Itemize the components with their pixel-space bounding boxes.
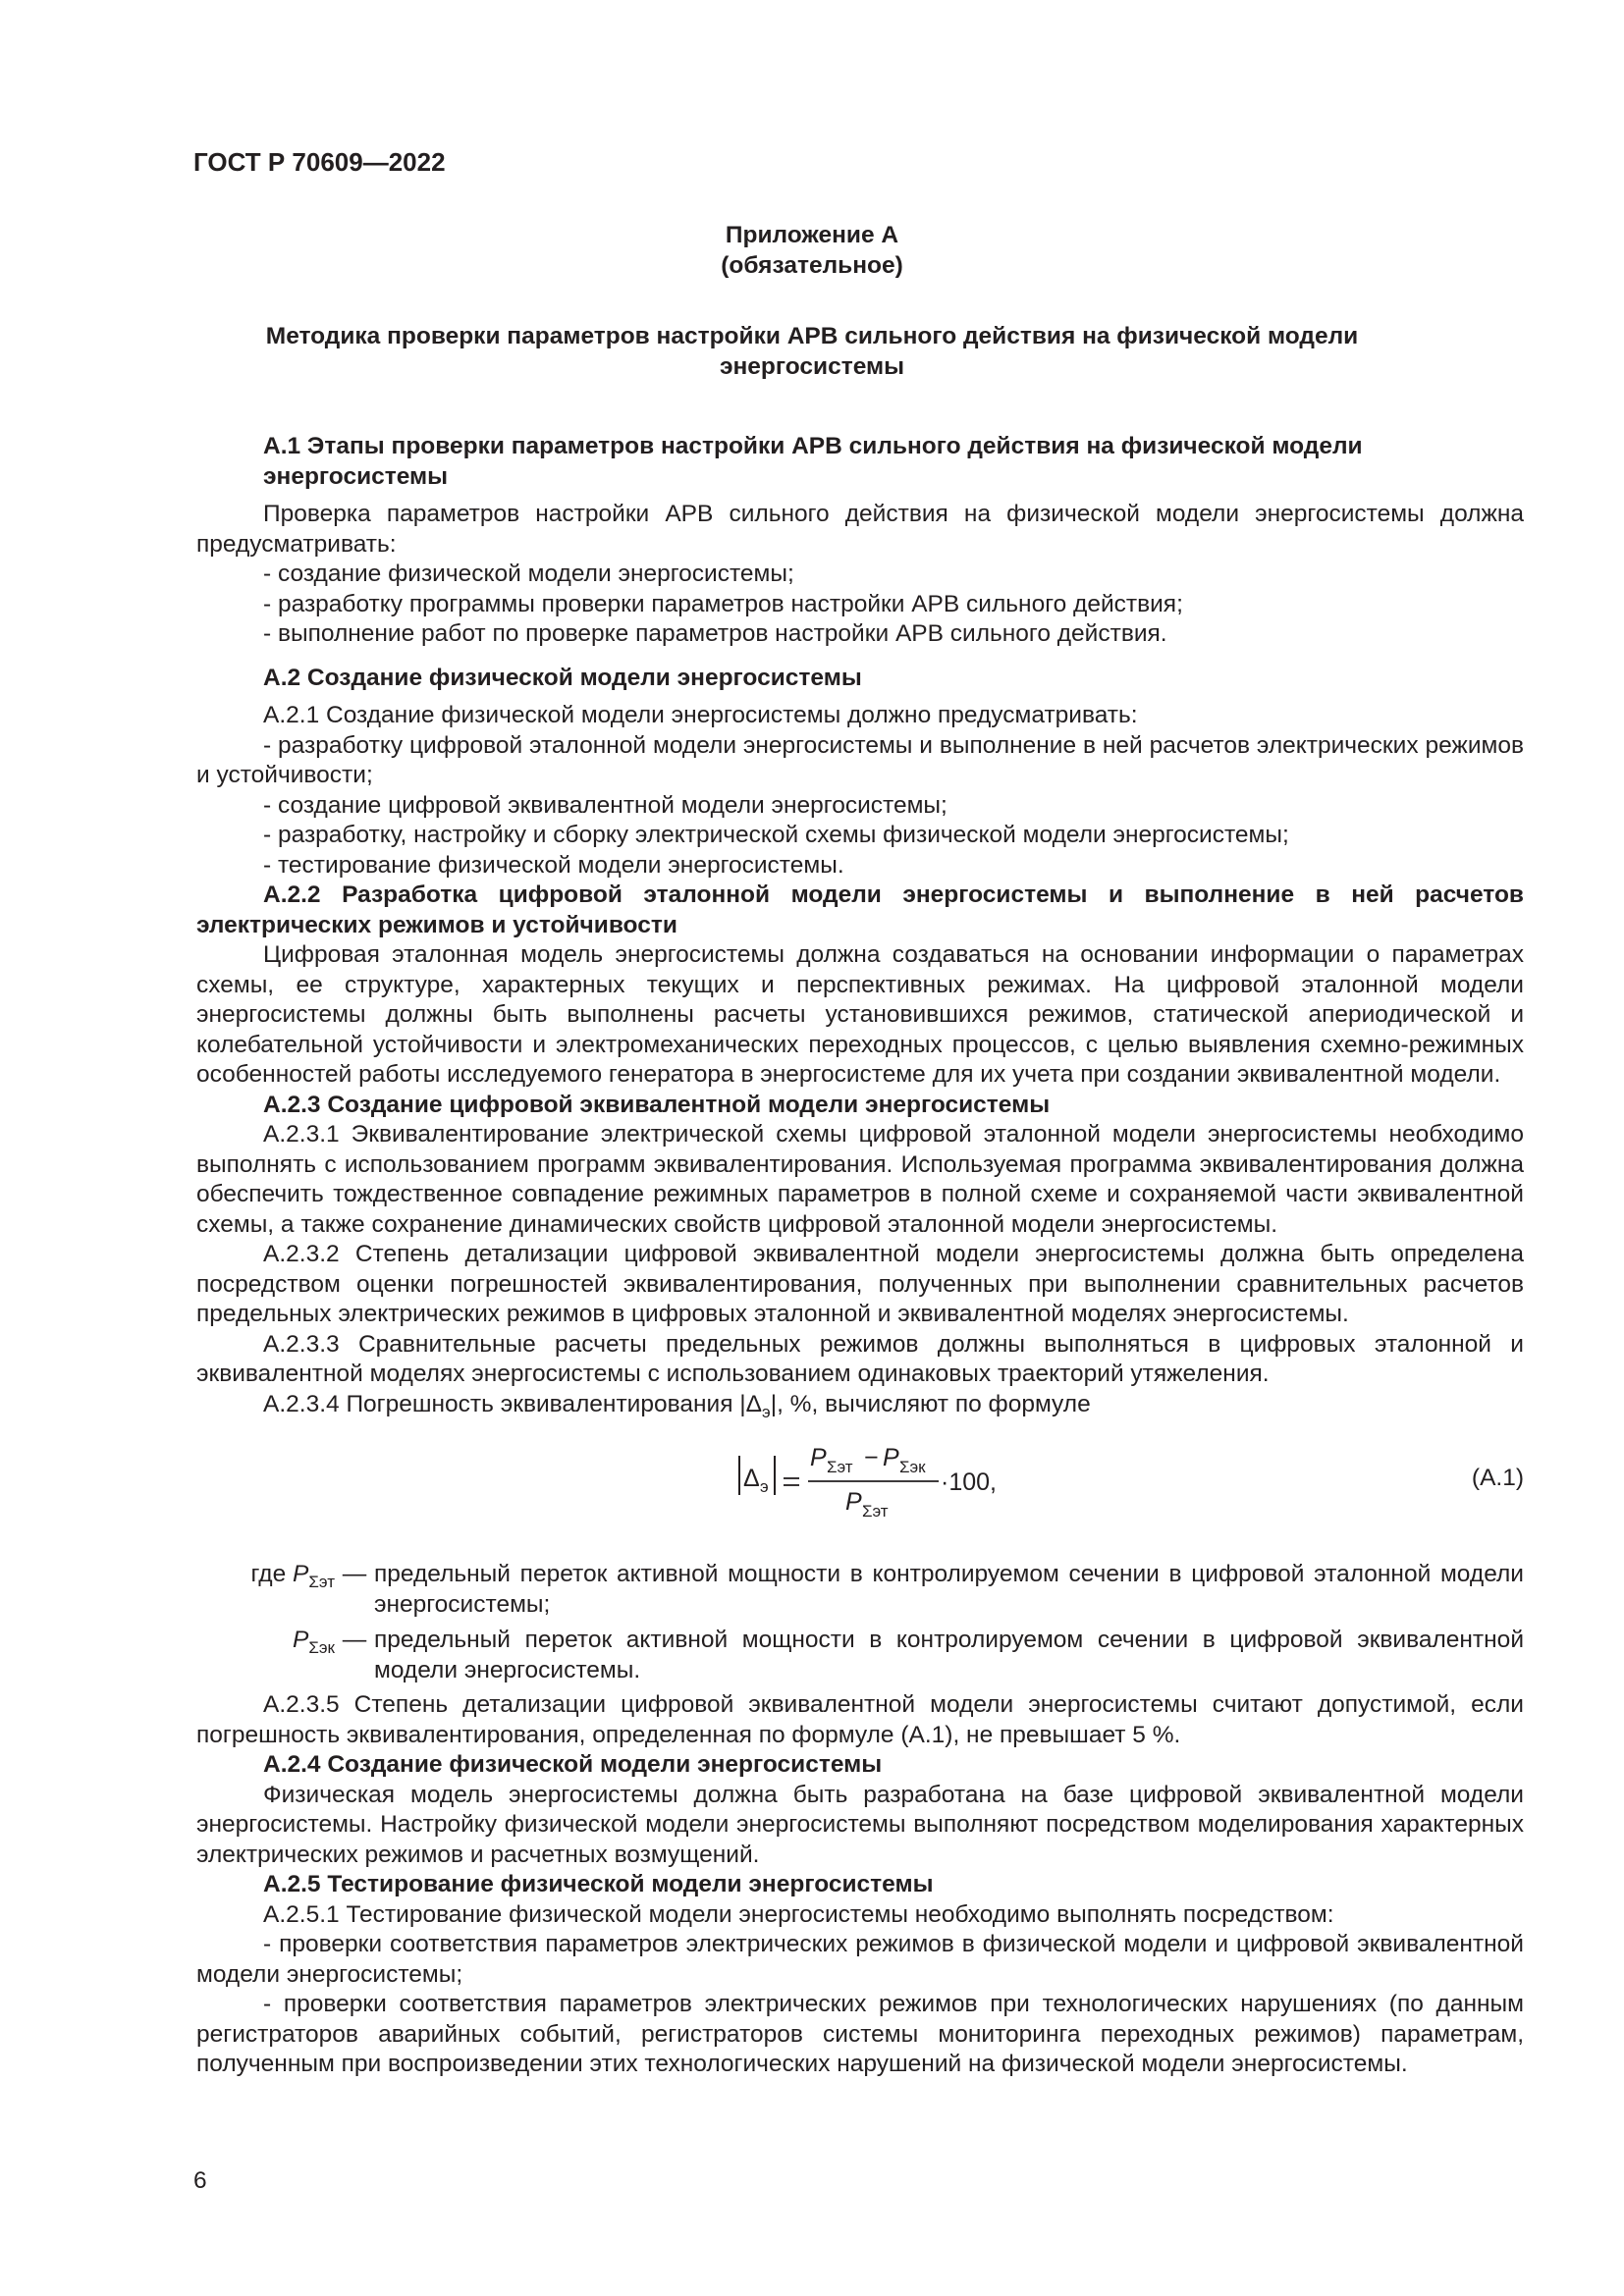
list-item: - проверки соответствия параметров электрических режимов при технологических нарушениях (по данным регистраторов аварийных событий, регистраторов системы мониторинга переходных режимов) параметрам, полученным при воспроизведении этих технологических нарушений на физической модели энергосистемы. <box>196 1991 1524 2077</box>
definition-row <box>193 1626 1524 1685</box>
formula-a1 <box>196 1436 1524 1530</box>
formula-num-s2: Σэк <box>899 1458 926 1476</box>
list-item: - проверки соответствия параметров электрических режимов в физической модели и цифровой эквивалентной модели энергосистемы; <box>196 1931 1524 1988</box>
formula-minus: − <box>864 1444 879 1471</box>
paragraph: А.2.3.1 Эквивалентирование электрической схемы цифровой эталонной модели энергосистемы необходимо выполнять с использованием программ эквивалентирования. Используемая программа эквивалентирования должна обеспечить тождественное совпадение режимных параметров в полной схеме и сохраняемой части эквивалентной схемы, а также сохранение динамических свойств цифровой эталонной модели энергосистемы. <box>196 1121 1524 1238</box>
formula-graphic <box>730 1436 1024 1530</box>
definition-term: $P_{\Sigma эк}$ <box>293 1627 335 1657</box>
paragraph: А.2.5.1 Тестирование физической модели энергосистемы необходимо выполнять посредством: <box>263 1900 1334 1928</box>
subsection-heading-a24: А.2.4 Создание физической модели энергосистемы <box>263 1751 883 1778</box>
equation-number: (А.1) <box>1471 1465 1524 1491</box>
paragraph: А.2.1 Создание физической модели энергосистемы должно предусматривать: <box>263 702 1138 728</box>
definition-text: предельный переток активной мощности в контролируемом сечении в цифровой эталонной модели энергосистемы; <box>374 1561 1524 1618</box>
section-heading-a2: А.2 Создание физической модели энергосистемы <box>263 664 862 691</box>
paragraph: А.2.3.5 Степень детализации цифровой эквивалентной модели энергосистемы считают допустимой, если погрешность эквивалентирования, определенная по формуле (А.1), не превышает 5 %. <box>196 1691 1524 1748</box>
appendix-status: (обязательное) <box>721 252 903 279</box>
formula-multiplier: ·100, <box>941 1468 997 1496</box>
paragraph: Проверка параметров настройки АРВ сильного действия на физической модели энергосистемы должна предусматривать: <box>196 501 1524 558</box>
main-text-upper <box>196 432 1524 1427</box>
paragraph: А.2.3.3 Сравнительные расчеты предельных режимов должны выполняться в цифровых эталонной и эквивалентной моделях энергосистемы с использованием одинаковых траекторий утяжеления. <box>196 1330 1524 1387</box>
formula-definitions <box>193 1560 1524 1685</box>
page-number: 6 <box>193 2167 207 2194</box>
list-item: - разработку, настройку и сборку электрической схемы физической модели энергосистемы; <box>263 822 1289 848</box>
formula-den-s: Σэт <box>862 1502 889 1521</box>
list-item: - тестирование физической модели энергосистемы. <box>263 851 844 879</box>
list-item: - разработку программы проверки параметров настройки АРВ сильного действия; <box>263 590 1183 617</box>
subsection-heading-a23: А.2.3 Создание цифровой эквивалентной модели энергосистемы <box>263 1091 1051 1118</box>
appendix-title-line1: Методика проверки параметров настройки АРВ сильного действия на физической модели <box>265 323 1359 349</box>
paragraph: А.2.3.2 Степень детализации цифровой эквивалентной модели энергосистемы должна быть определена посредством оценки погрешностей эквивалентирования, полученных при выполнении сравнительных расчетов предельных электрических режимов в цифровых эталонной и эквивалентной моделях энергосистемы. <box>196 1241 1524 1327</box>
document-code: ГОСТ Р 70609—2022 <box>193 147 446 177</box>
appendix-label: Приложение А <box>725 222 899 248</box>
list-item: - создание физической модели энергосистемы; <box>263 561 794 587</box>
main-text-lower <box>196 1690 1524 2080</box>
appendix-title-line2: энергосистемы <box>719 353 905 380</box>
definition-dash: — <box>342 1561 367 1587</box>
list-item: - создание цифровой эквивалентной модели энергосистемы; <box>263 791 947 819</box>
subsection-heading-a22: А.2.2 Разработка цифровой эталонной модели энергосистемы и выполнение в ней расчетов электрических режимов и устойчивости <box>196 881 1524 938</box>
paragraph: Цифровая эталонная модель энергосистемы должна создаваться на основании информации о параметрах схемы, ее структуре, характерных текущих и перспективных режимах. На цифровой эталонной модели энергосистемы должны быть выполнены расчеты установившихся режимов, статической апериодической и колебательной устойчивости и электромеханических переходных процессов, с целью выявления схемно-режимных особенностей работы исследуемого генератора в энергосистеме для их учета при создании эквивалентной модели. <box>196 941 1524 1088</box>
formula-den-p: P <box>845 1488 862 1516</box>
formula-delta-sub: э <box>760 1477 769 1496</box>
subsection-heading-a25: А.2.5 Тестирование физической модели энергосистемы <box>263 1871 934 1897</box>
list-item: - разработку цифровой эталонной модели энергосистемы и выполнение в ней расчетов электрических режимов и устойчивости; <box>196 731 1524 788</box>
paragraph-formula-intro: А.2.3.4 Погрешность эквивалентирования $|\Delta_э|$, %, вычисляют по формуле <box>263 1390 1091 1421</box>
formula-delta: Δ <box>743 1465 760 1492</box>
definition-text: предельный переток активной мощности в контролируемом сечении в цифровой эквивалентной модели энергосистемы. <box>374 1627 1524 1683</box>
definition-dash: — <box>342 1627 367 1653</box>
section-heading-a1: А.1 Этапы проверки параметров настройки АРВ сильного действия на физической модели энергосистемы <box>263 433 1363 490</box>
definition-row <box>193 1560 1524 1620</box>
definition-term: где $P_{\Sigma эт}$ <box>250 1561 335 1591</box>
formula-num-p1: P <box>810 1444 827 1471</box>
list-item: - выполнение работ по проверке параметров настройки АРВ сильного действия. <box>263 620 1167 647</box>
formula-num-s1: Σэт <box>827 1458 853 1476</box>
formula-num-p2: P <box>883 1444 899 1471</box>
paragraph: Физическая модель энергосистемы должна быть разработана на базе цифровой эквивалентной модели энергосистемы. Настройку физической модели энергосистемы выполняют посредством моделирования характерных электрических режимов и расчетных возмущений. <box>196 1781 1524 1868</box>
